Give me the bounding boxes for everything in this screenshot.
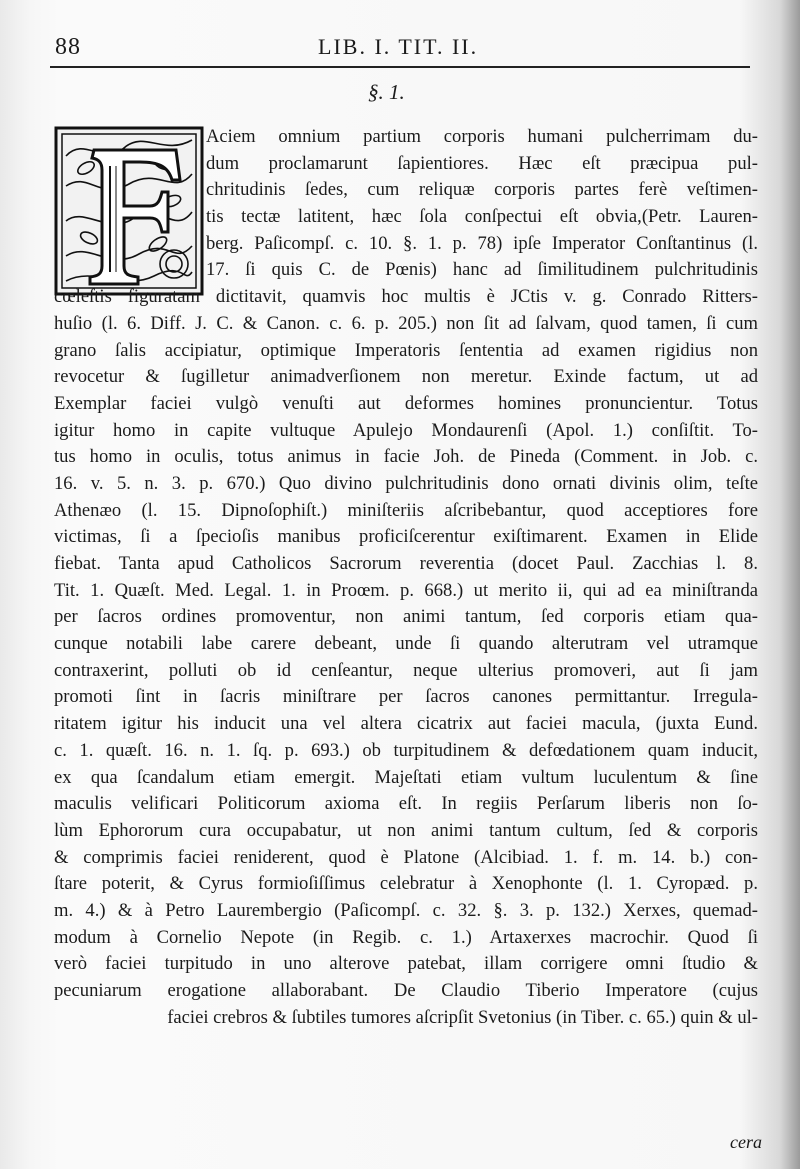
text-line: tis tectæ latitent, hæc ſola conſpectui eſt obvia,(Petr. Lauren- [206, 206, 758, 228]
page-number: 88 [55, 34, 81, 60]
section-heading: §. 1. [368, 80, 405, 104]
running-head: LIB. I. TIT. II. [318, 34, 479, 59]
text-line: Tit. 1. Quæſt. Med. Legal. 1. in Proœm. p. 668.) ut merito ii, qui ad ea miniſtranda [54, 579, 758, 601]
text-line: pecuniarum erogatione allaborabant. De Claudio Tiberio Imperatore (cujus [54, 980, 758, 1001]
text-line: ritatem igitur his inducit una vel altera cicatrix aut faciei macula, (juxta Eund. [54, 713, 758, 735]
initial-indented-lines [206, 124, 758, 284]
text-line: cœleſtis figuratam dictitavit, quamvis hoc multis è JCtis v. g. Conrado Ritters- [54, 286, 758, 308]
body-text [54, 124, 758, 1031]
text-line: revocetur & ſugilletur animadverſionem non meretur. Exinde factum, ut ad [54, 366, 758, 388]
text-line: & comprimis faciei reniderent, quod è Platone (Alcibiad. 1. f. m. 14. b.) con- [54, 846, 758, 868]
text-line: Exemplar faciei vulgò venuſti aut deformes homines pronuncientur. Totus [54, 392, 758, 414]
catchword: cera [730, 1132, 762, 1152]
text-line: faciei crebros & ſubtiles tumores aſcripſit Svetonius (in Tiber. c. 65.) quin & ul- [167, 1006, 758, 1028]
text-line: dum proclamarunt ſapientiores. Hæc eſt præcipua pul- [206, 152, 758, 174]
text-line: tus homo in oculis, totus animus in facie Joh. de Pineda (Comment. in Job. c. [54, 446, 758, 468]
text-line: cunque notabili labe carere debeant, unde ſi quando alterutram vel utramque [54, 633, 758, 655]
page-header [55, 30, 745, 66]
text-line: Aciem omnium partium corporis humani pulcherrimam du- [206, 126, 758, 147]
text-line: grano ſalis accipiatur, optimique Imperatoris ſententia ad examen rigidius non [54, 339, 758, 361]
text-line: contraxerint, polluti ob id cenſeantur, neque ulterius promoveri, aut ſi jam [54, 659, 758, 681]
text-line: maculis velificari Politicorum axioma eſt. In regiis Perſarum liberis non ſo- [54, 793, 758, 815]
text-line: verò faciei turpitudo in uno alterove patebat, illam corrigere omni ſtudio & [54, 953, 758, 975]
text-line: 16. v. 5. n. 3. p. 670.) Quo divino pulchritudinis dono ornati divinis olim, teſte [54, 472, 758, 494]
text-line: igitur homo in capite vultuque Apulejo Mondaurenſi (Apol. 1.) conſiſtit. To- [54, 419, 758, 441]
text-line: huſio (l. 6. Diff. J. C. & Canon. c. 6. p. 205.) non ſit ad ſalvam, quod tamen, ſi cum [54, 312, 758, 334]
text-line: victimas, ſi a ſpecioſis manibus proficiſcerentur exiſtimarent. Examen in Elide [54, 526, 758, 548]
text-line: lùm Ephororum cura occupabatur, ut non animi tantum cultum, ſed & corporis [54, 819, 758, 841]
text-line: ſtare poterit, & Cyrus formioſiſſimus celebratur à Xenophonte (l. 1. Cyropæd. p. [54, 873, 758, 895]
text-line: per ſacros ordines promoventur, non animi tantum, ſed corporis etiam qua- [54, 606, 758, 628]
text-line: c. 1. quæſt. 16. n. 1. ſq. p. 693.) ob turpitudinem & defœdationem quam inducit, [54, 739, 758, 761]
text-line: berg. Paſicompſ. c. 10. §. 1. p. 78) ipſe Imperator Conſtantinus (l. [206, 232, 758, 254]
text-line: chritudinis ſedes, cum reliquæ corporis partes ferè veſtimen- [206, 179, 758, 201]
text-line: Athenæo (l. 15. Dipnoſophiſt.) miniſteriis aſcribebantur, quod acceptiores fore [54, 499, 758, 521]
text-line: ex qua ſcandalum etiam emergit. Majeſtati etiam vultum luculentum & ſine [54, 766, 758, 788]
text-line: m. 4.) & à Petro Laurembergio (Paſicompſ. c. 32. §. 3. p. 132.) Xerxes, quemad- [54, 899, 758, 921]
text-line: fiebat. Tanta apud Catholicos Sacrorum reverentia (docet Paul. Zacchias l. 8. [54, 553, 758, 574]
text-line: modum à Cornelio Nepote (in Regib. c. 1.) Artaxerxes macrochir. Quod ſi [54, 926, 758, 948]
text-line: promoti ſint in ſacris miniſtrare per ſacros canones permittantur. Irregula- [54, 686, 758, 708]
header-rule [50, 66, 750, 68]
text-line: 17. ſi quis C. de Pœnis) hanc ad ſimilitudinem pulchritudinis [206, 259, 758, 281]
